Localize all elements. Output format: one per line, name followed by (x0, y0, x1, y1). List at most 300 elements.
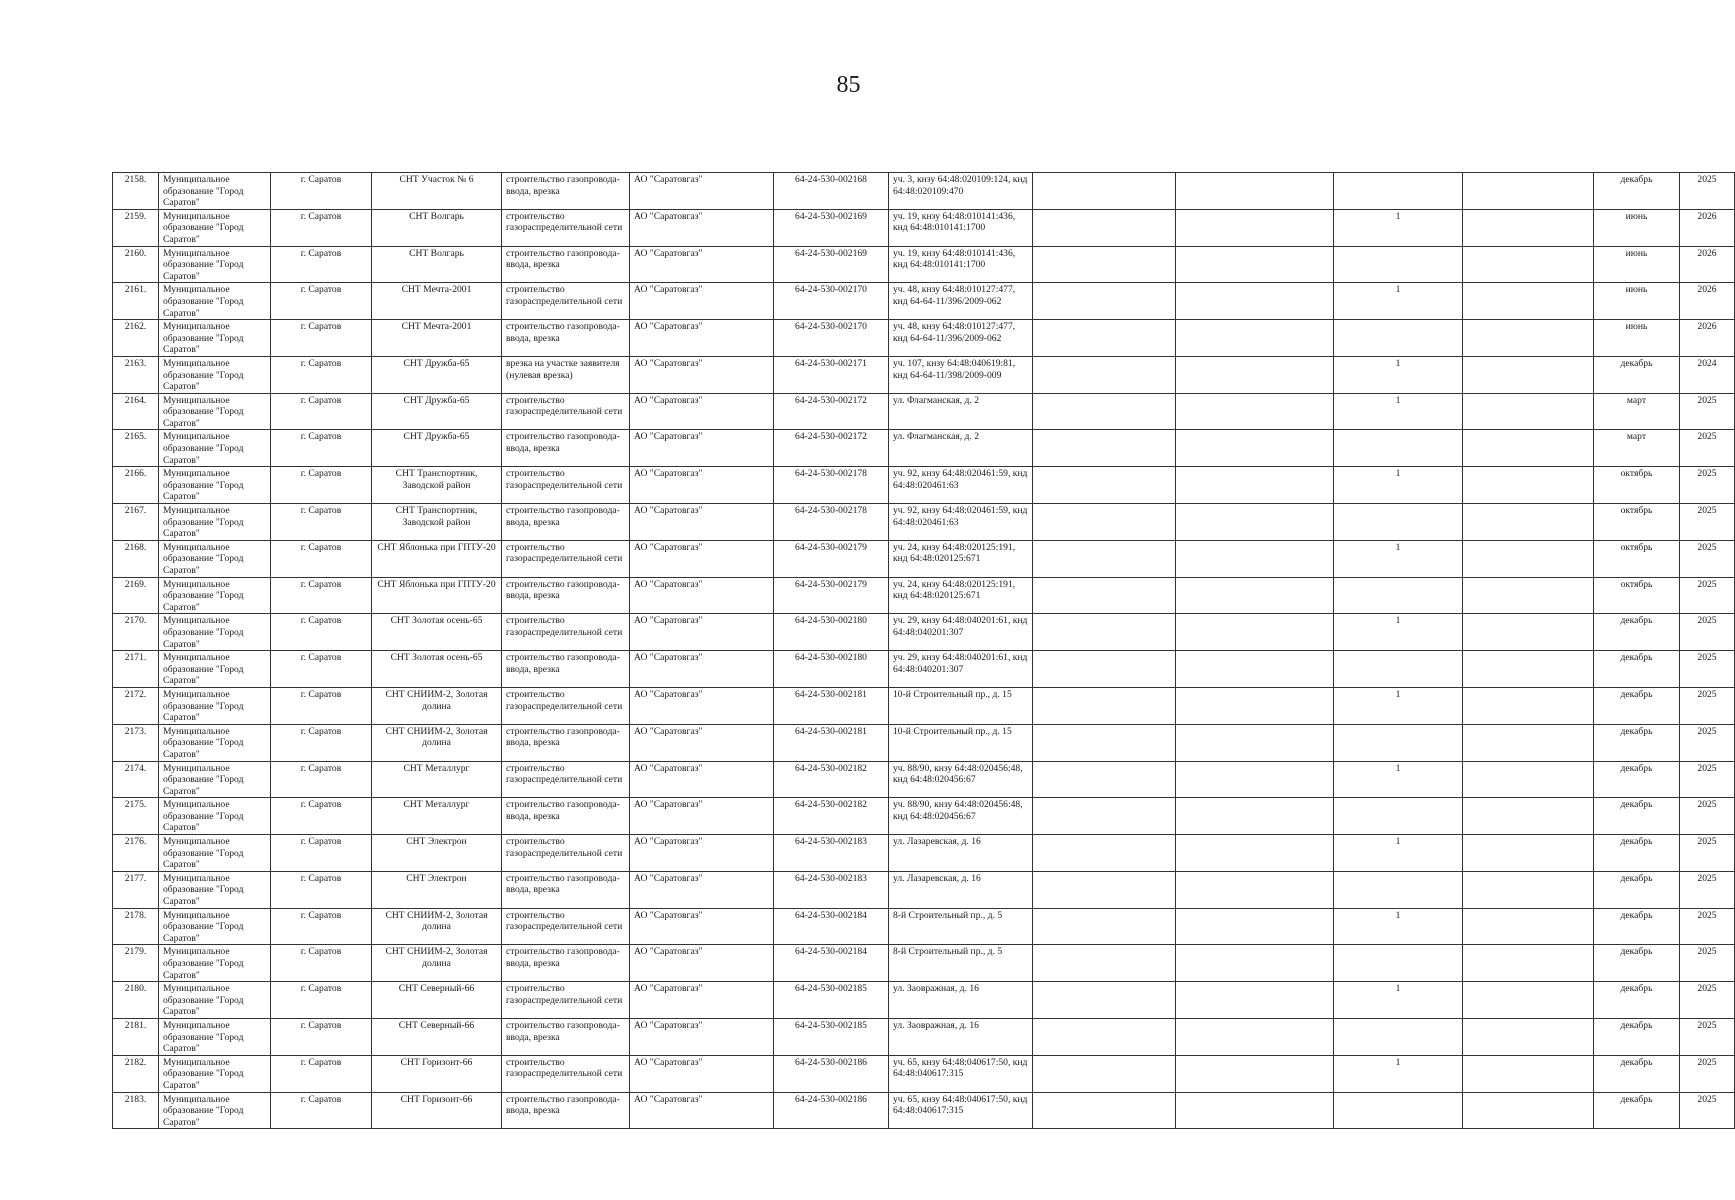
cell-work-type: строительство газораспределительной сети (502, 982, 630, 1019)
cell-col-12 (1463, 173, 1594, 210)
cell-col-12 (1463, 467, 1594, 504)
cell-col-9 (1033, 614, 1176, 651)
cell-year: 2025 (1680, 835, 1735, 872)
cell-col-10 (1176, 283, 1334, 320)
table-row (113, 835, 1735, 872)
cell-snt-name: СНТ Транспортник, Заводской район (372, 504, 502, 541)
cell-address: уч. 24, кнзу 64:48:020125:191, кнд 64:48:020125:671 (889, 577, 1033, 614)
cell-operator: АО "Саратовгаз" (630, 283, 774, 320)
cell-permit-number: 64-24-530-002185 (774, 1018, 889, 1055)
cell-municipality: Муниципальное образование "Город Саратов" (159, 320, 271, 357)
cell-quantity (1334, 798, 1463, 835)
cell-year: 2025 (1680, 1018, 1735, 1055)
cell-snt-name: СНТ СНИИМ-2, Золотая долина (372, 724, 502, 761)
cell-operator: АО "Саратовгаз" (630, 871, 774, 908)
cell-address: уч. 65, кнзу 64:48:040617:50, кнд 64:48:040617:315 (889, 1092, 1033, 1129)
cell-row-number: 2171. (113, 651, 159, 688)
cell-snt-name: СНТ Металлург (372, 798, 502, 835)
cell-permit-number: 64-24-530-002186 (774, 1055, 889, 1092)
cell-col-10 (1176, 209, 1334, 246)
cell-year: 2025 (1680, 577, 1735, 614)
cell-operator: АО "Саратовгаз" (630, 651, 774, 688)
cell-year: 2025 (1680, 467, 1735, 504)
cell-permit-number: 64-24-530-002182 (774, 798, 889, 835)
cell-year: 2026 (1680, 246, 1735, 283)
cell-locality: г. Саратов (271, 945, 372, 982)
cell-locality: г. Саратов (271, 173, 372, 210)
cell-col-10 (1176, 798, 1334, 835)
cell-quantity: 1 (1334, 835, 1463, 872)
cell-col-10 (1176, 356, 1334, 393)
cell-col-10 (1176, 467, 1334, 504)
cell-locality: г. Саратов (271, 835, 372, 872)
cell-month: июнь (1594, 320, 1680, 357)
cell-col-12 (1463, 871, 1594, 908)
cell-operator: АО "Саратовгаз" (630, 320, 774, 357)
cell-month: декабрь (1594, 651, 1680, 688)
cell-permit-number: 64-24-530-002172 (774, 430, 889, 467)
cell-locality: г. Саратов (271, 687, 372, 724)
cell-snt-name: СНТ Волгарь (372, 209, 502, 246)
table-row (113, 798, 1735, 835)
cell-quantity (1334, 246, 1463, 283)
cell-operator: АО "Саратовгаз" (630, 761, 774, 798)
cell-col-12 (1463, 835, 1594, 872)
cell-work-type: строительство газопровода-ввода, врезка (502, 504, 630, 541)
cell-address: ул. Флагманская, д. 2 (889, 430, 1033, 467)
cell-operator: АО "Саратовгаз" (630, 393, 774, 430)
cell-operator: АО "Саратовгаз" (630, 467, 774, 504)
cell-address: уч. 19, кнзу 64:48:010141:436, кнд 64:48:010141:1700 (889, 246, 1033, 283)
cell-permit-number: 64-24-530-002178 (774, 467, 889, 504)
cell-col-12 (1463, 246, 1594, 283)
cell-permit-number: 64-24-530-002183 (774, 835, 889, 872)
cell-quantity: 1 (1334, 209, 1463, 246)
cell-col-9 (1033, 320, 1176, 357)
cell-snt-name: СНТ Горизонт-66 (372, 1055, 502, 1092)
cell-col-10 (1176, 761, 1334, 798)
cell-col-12 (1463, 430, 1594, 467)
cell-quantity (1334, 651, 1463, 688)
cell-address: 8-й Строительный пр., д. 5 (889, 908, 1033, 945)
cell-month: декабрь (1594, 724, 1680, 761)
cell-col-10 (1176, 504, 1334, 541)
cell-permit-number: 64-24-530-002178 (774, 504, 889, 541)
cell-permit-number: 64-24-530-002170 (774, 283, 889, 320)
cell-quantity (1334, 871, 1463, 908)
cell-locality: г. Саратов (271, 320, 372, 357)
cell-col-9 (1033, 467, 1176, 504)
cell-row-number: 2181. (113, 1018, 159, 1055)
cell-col-9 (1033, 393, 1176, 430)
table-row (113, 687, 1735, 724)
cell-col-9 (1033, 173, 1176, 210)
cell-year: 2025 (1680, 908, 1735, 945)
cell-permit-number: 64-24-530-002180 (774, 614, 889, 651)
cell-permit-number: 64-24-530-002179 (774, 540, 889, 577)
cell-snt-name: СНТ Транспортник, Заводской район (372, 467, 502, 504)
cell-work-type: строительство газопровода-ввода, врезка (502, 871, 630, 908)
cell-col-10 (1176, 982, 1334, 1019)
cell-col-10 (1176, 945, 1334, 982)
cell-quantity: 1 (1334, 761, 1463, 798)
cell-work-type: строительство газопровода-ввода, врезка (502, 430, 630, 467)
cell-snt-name: СНТ Электрон (372, 835, 502, 872)
cell-operator: АО "Саратовгаз" (630, 1092, 774, 1129)
cell-municipality: Муниципальное образование "Город Саратов" (159, 614, 271, 651)
cell-municipality: Муниципальное образование "Город Саратов" (159, 467, 271, 504)
cell-row-number: 2175. (113, 798, 159, 835)
cell-permit-number: 64-24-530-002184 (774, 945, 889, 982)
table-row (113, 283, 1735, 320)
cell-address: уч. 29, кнзу 64:48:040201:61, кнд 64:48:040201:307 (889, 614, 1033, 651)
cell-snt-name: СНТ Участок № 6 (372, 173, 502, 210)
cell-address: 10-й Строительный пр., д. 15 (889, 724, 1033, 761)
cell-permit-number: 64-24-530-002172 (774, 393, 889, 430)
table-row (113, 246, 1735, 283)
cell-year: 2025 (1680, 1092, 1735, 1129)
cell-month: декабрь (1594, 761, 1680, 798)
cell-col-9 (1033, 908, 1176, 945)
cell-municipality: Муниципальное образование "Город Саратов" (159, 1018, 271, 1055)
cell-work-type: строительство газораспределительной сети (502, 209, 630, 246)
cell-work-type: строительство газораспределительной сети (502, 1055, 630, 1092)
cell-year: 2025 (1680, 871, 1735, 908)
cell-month: октябрь (1594, 504, 1680, 541)
cell-col-9 (1033, 945, 1176, 982)
cell-snt-name: СНТ СНИИМ-2, Золотая долина (372, 908, 502, 945)
cell-row-number: 2162. (113, 320, 159, 357)
cell-work-type: строительство газораспределительной сети (502, 614, 630, 651)
cell-month: октябрь (1594, 540, 1680, 577)
cell-municipality: Муниципальное образование "Город Саратов" (159, 283, 271, 320)
cell-col-10 (1176, 393, 1334, 430)
cell-locality: г. Саратов (271, 724, 372, 761)
cell-col-10 (1176, 651, 1334, 688)
table-row (113, 320, 1735, 357)
cell-col-9 (1033, 687, 1176, 724)
cell-row-number: 2158. (113, 173, 159, 210)
cell-col-9 (1033, 1092, 1176, 1129)
cell-col-12 (1463, 1018, 1594, 1055)
cell-col-10 (1176, 908, 1334, 945)
cell-year: 2026 (1680, 209, 1735, 246)
cell-operator: АО "Саратовгаз" (630, 356, 774, 393)
registry-table (112, 172, 1735, 1129)
cell-work-type: строительство газопровода-ввода, врезка (502, 651, 630, 688)
cell-locality: г. Саратов (271, 504, 372, 541)
cell-locality: г. Саратов (271, 467, 372, 504)
cell-row-number: 2170. (113, 614, 159, 651)
cell-row-number: 2164. (113, 393, 159, 430)
cell-operator: АО "Саратовгаз" (630, 577, 774, 614)
cell-snt-name: СНТ Дружба-65 (372, 356, 502, 393)
cell-col-10 (1176, 173, 1334, 210)
cell-municipality: Муниципальное образование "Город Саратов" (159, 504, 271, 541)
cell-quantity: 1 (1334, 614, 1463, 651)
cell-permit-number: 64-24-530-002181 (774, 724, 889, 761)
cell-address: уч. 19, кнзу 64:48:010141:436, кнд 64:48:010141:1700 (889, 209, 1033, 246)
cell-locality: г. Саратов (271, 1055, 372, 1092)
cell-col-10 (1176, 871, 1334, 908)
cell-row-number: 2183. (113, 1092, 159, 1129)
cell-row-number: 2166. (113, 467, 159, 504)
cell-operator: АО "Саратовгаз" (630, 908, 774, 945)
cell-address: уч. 107, кнзу 64:48:040619:81, кнд 64-64-11/398/2009-009 (889, 356, 1033, 393)
cell-address: уч. 48, кнзу 64:48:010127:477, кнд 64-64-11/396/2009-062 (889, 320, 1033, 357)
cell-operator: АО "Саратовгаз" (630, 540, 774, 577)
cell-snt-name: СНТ СНИИМ-2, Золотая долина (372, 687, 502, 724)
cell-operator: АО "Саратовгаз" (630, 945, 774, 982)
cell-municipality: Муниципальное образование "Город Саратов" (159, 393, 271, 430)
cell-year: 2026 (1680, 283, 1735, 320)
cell-col-12 (1463, 724, 1594, 761)
cell-locality: г. Саратов (271, 393, 372, 430)
cell-operator: АО "Саратовгаз" (630, 430, 774, 467)
table-row (113, 908, 1735, 945)
cell-col-12 (1463, 982, 1594, 1019)
cell-municipality: Муниципальное образование "Город Саратов" (159, 1092, 271, 1129)
cell-col-12 (1463, 540, 1594, 577)
cell-locality: г. Саратов (271, 614, 372, 651)
cell-locality: г. Саратов (271, 651, 372, 688)
cell-quantity (1334, 945, 1463, 982)
cell-work-type: строительство газопровода-ввода, врезка (502, 577, 630, 614)
cell-month: декабрь (1594, 356, 1680, 393)
cell-locality: г. Саратов (271, 540, 372, 577)
cell-snt-name: СНТ Северный-66 (372, 1018, 502, 1055)
table-row (113, 467, 1735, 504)
cell-locality: г. Саратов (271, 209, 372, 246)
cell-permit-number: 64-24-530-002180 (774, 651, 889, 688)
cell-snt-name: СНТ Яблонька при ГПТУ-20 (372, 577, 502, 614)
cell-permit-number: 64-24-530-002186 (774, 1092, 889, 1129)
cell-municipality: Муниципальное образование "Город Саратов" (159, 246, 271, 283)
cell-address: ул. Заовражная, д. 16 (889, 982, 1033, 1019)
cell-month: декабрь (1594, 173, 1680, 210)
cell-year: 2025 (1680, 430, 1735, 467)
cell-municipality: Муниципальное образование "Город Саратов" (159, 798, 271, 835)
cell-quantity: 1 (1334, 356, 1463, 393)
cell-operator: АО "Саратовгаз" (630, 1055, 774, 1092)
cell-quantity: 1 (1334, 393, 1463, 430)
cell-col-12 (1463, 687, 1594, 724)
cell-col-12 (1463, 1092, 1594, 1129)
cell-col-9 (1033, 1055, 1176, 1092)
table-body (113, 173, 1735, 1129)
cell-permit-number: 64-24-530-002168 (774, 173, 889, 210)
cell-quantity: 1 (1334, 467, 1463, 504)
cell-row-number: 2174. (113, 761, 159, 798)
cell-col-10 (1176, 577, 1334, 614)
cell-year: 2025 (1680, 945, 1735, 982)
cell-locality: г. Саратов (271, 246, 372, 283)
cell-operator: АО "Саратовгаз" (630, 173, 774, 210)
cell-work-type: строительство газопровода-ввода, врезка (502, 798, 630, 835)
cell-municipality: Муниципальное образование "Город Саратов" (159, 982, 271, 1019)
cell-month: декабрь (1594, 945, 1680, 982)
cell-snt-name: СНТ Мечта-2001 (372, 283, 502, 320)
cell-permit-number: 64-24-530-002185 (774, 982, 889, 1019)
cell-locality: г. Саратов (271, 577, 372, 614)
cell-address: ул. Флагманская, д. 2 (889, 393, 1033, 430)
cell-month: декабрь (1594, 908, 1680, 945)
cell-address: уч. 92, кнзу 64:48:020461:59, кнд 64:48:020461:63 (889, 504, 1033, 541)
cell-col-9 (1033, 651, 1176, 688)
cell-quantity (1334, 320, 1463, 357)
table-row (113, 945, 1735, 982)
cell-operator: АО "Саратовгаз" (630, 724, 774, 761)
cell-quantity: 1 (1334, 283, 1463, 320)
cell-year: 2026 (1680, 320, 1735, 357)
cell-row-number: 2178. (113, 908, 159, 945)
cell-col-9 (1033, 356, 1176, 393)
table-row (113, 577, 1735, 614)
cell-permit-number: 64-24-530-002179 (774, 577, 889, 614)
cell-row-number: 2165. (113, 430, 159, 467)
cell-quantity: 1 (1334, 687, 1463, 724)
table-row (113, 1018, 1735, 1055)
table-row (113, 540, 1735, 577)
cell-address: 10-й Строительный пр., д. 15 (889, 687, 1033, 724)
cell-locality: г. Саратов (271, 1018, 372, 1055)
cell-work-type: строительство газопровода-ввода, врезка (502, 724, 630, 761)
cell-municipality: Муниципальное образование "Город Саратов" (159, 577, 271, 614)
cell-col-10 (1176, 724, 1334, 761)
cell-row-number: 2161. (113, 283, 159, 320)
cell-col-12 (1463, 908, 1594, 945)
cell-work-type: строительство газопровода-ввода, врезка (502, 945, 630, 982)
cell-month: декабрь (1594, 1018, 1680, 1055)
cell-year: 2024 (1680, 356, 1735, 393)
cell-municipality: Муниципальное образование "Город Саратов" (159, 1055, 271, 1092)
cell-row-number: 2182. (113, 1055, 159, 1092)
cell-work-type: строительство газораспределительной сети (502, 393, 630, 430)
cell-permit-number: 64-24-530-002171 (774, 356, 889, 393)
cell-address: уч. 48, кнзу 64:48:010127:477, кнд 64-64-11/396/2009-062 (889, 283, 1033, 320)
cell-quantity: 1 (1334, 908, 1463, 945)
cell-col-10 (1176, 835, 1334, 872)
table-row (113, 651, 1735, 688)
cell-col-9 (1033, 724, 1176, 761)
cell-locality: г. Саратов (271, 871, 372, 908)
cell-col-12 (1463, 393, 1594, 430)
cell-operator: АО "Саратовгаз" (630, 504, 774, 541)
cell-month: декабрь (1594, 798, 1680, 835)
table-row (113, 1092, 1735, 1129)
cell-col-9 (1033, 540, 1176, 577)
cell-snt-name: СНТ Дружба-65 (372, 430, 502, 467)
cell-operator: АО "Саратовгаз" (630, 246, 774, 283)
cell-snt-name: СНТ Электрон (372, 871, 502, 908)
cell-work-type: строительство газораспределительной сети (502, 540, 630, 577)
cell-snt-name: СНТ Мечта-2001 (372, 320, 502, 357)
cell-work-type: строительство газораспределительной сети (502, 467, 630, 504)
cell-snt-name: СНТ Золотая осень-65 (372, 651, 502, 688)
cell-col-9 (1033, 209, 1176, 246)
cell-row-number: 2167. (113, 504, 159, 541)
table-row (113, 1055, 1735, 1092)
table-row (113, 393, 1735, 430)
table-row (113, 614, 1735, 651)
cell-col-9 (1033, 761, 1176, 798)
cell-row-number: 2159. (113, 209, 159, 246)
cell-row-number: 2169. (113, 577, 159, 614)
table-row (113, 209, 1735, 246)
cell-year: 2025 (1680, 504, 1735, 541)
cell-col-10 (1176, 320, 1334, 357)
cell-col-12 (1463, 577, 1594, 614)
cell-locality: г. Саратов (271, 798, 372, 835)
cell-snt-name: СНТ Северный-66 (372, 982, 502, 1019)
cell-row-number: 2180. (113, 982, 159, 1019)
cell-col-9 (1033, 798, 1176, 835)
cell-col-10 (1176, 1055, 1334, 1092)
cell-snt-name: СНТ Дружба-65 (372, 393, 502, 430)
cell-snt-name: СНТ СНИИМ-2, Золотая долина (372, 945, 502, 982)
table-row (113, 356, 1735, 393)
table-row (113, 761, 1735, 798)
cell-year: 2025 (1680, 724, 1735, 761)
cell-col-10 (1176, 430, 1334, 467)
cell-operator: АО "Саратовгаз" (630, 1018, 774, 1055)
cell-col-10 (1176, 246, 1334, 283)
cell-year: 2025 (1680, 173, 1735, 210)
cell-work-type: врезка на участке заявителя (нулевая врезка) (502, 356, 630, 393)
cell-work-type: строительство газораспределительной сети (502, 835, 630, 872)
cell-address: 8-й Строительный пр., д. 5 (889, 945, 1033, 982)
cell-year: 2025 (1680, 614, 1735, 651)
cell-municipality: Муниципальное образование "Город Саратов" (159, 724, 271, 761)
cell-address: ул. Заовражная, д. 16 (889, 1018, 1033, 1055)
cell-month: июнь (1594, 209, 1680, 246)
cell-row-number: 2179. (113, 945, 159, 982)
cell-municipality: Муниципальное образование "Город Саратов" (159, 209, 271, 246)
cell-address: уч. 88/90, кнзу 64:48:020456:48, кнд 64:48:020456:67 (889, 761, 1033, 798)
cell-municipality: Муниципальное образование "Город Саратов" (159, 540, 271, 577)
cell-col-9 (1033, 577, 1176, 614)
cell-col-9 (1033, 430, 1176, 467)
cell-work-type: строительство газопровода-ввода, врезка (502, 246, 630, 283)
cell-col-12 (1463, 798, 1594, 835)
cell-locality: г. Саратов (271, 1092, 372, 1129)
cell-col-9 (1033, 504, 1176, 541)
cell-municipality: Муниципальное образование "Город Саратов" (159, 835, 271, 872)
cell-col-10 (1176, 614, 1334, 651)
cell-work-type: строительство газораспределительной сети (502, 687, 630, 724)
cell-col-12 (1463, 283, 1594, 320)
cell-operator: АО "Саратовгаз" (630, 687, 774, 724)
cell-address: уч. 24, кнзу 64:48:020125:191, кнд 64:48:020125:671 (889, 540, 1033, 577)
cell-month: декабрь (1594, 982, 1680, 1019)
cell-snt-name: СНТ Горизонт-66 (372, 1092, 502, 1129)
cell-permit-number: 64-24-530-002182 (774, 761, 889, 798)
cell-operator: АО "Саратовгаз" (630, 982, 774, 1019)
cell-permit-number: 64-24-530-002184 (774, 908, 889, 945)
table-row (113, 430, 1735, 467)
cell-snt-name: СНТ Волгарь (372, 246, 502, 283)
cell-work-type: строительство газопровода-ввода, врезка (502, 320, 630, 357)
cell-quantity (1334, 577, 1463, 614)
cell-work-type: строительство газораспределительной сети (502, 908, 630, 945)
cell-row-number: 2176. (113, 835, 159, 872)
cell-snt-name: СНТ Металлург (372, 761, 502, 798)
table-row (113, 173, 1735, 210)
cell-month: декабрь (1594, 835, 1680, 872)
cell-municipality: Муниципальное образование "Город Саратов" (159, 945, 271, 982)
cell-col-10 (1176, 687, 1334, 724)
cell-month: декабрь (1594, 1092, 1680, 1129)
